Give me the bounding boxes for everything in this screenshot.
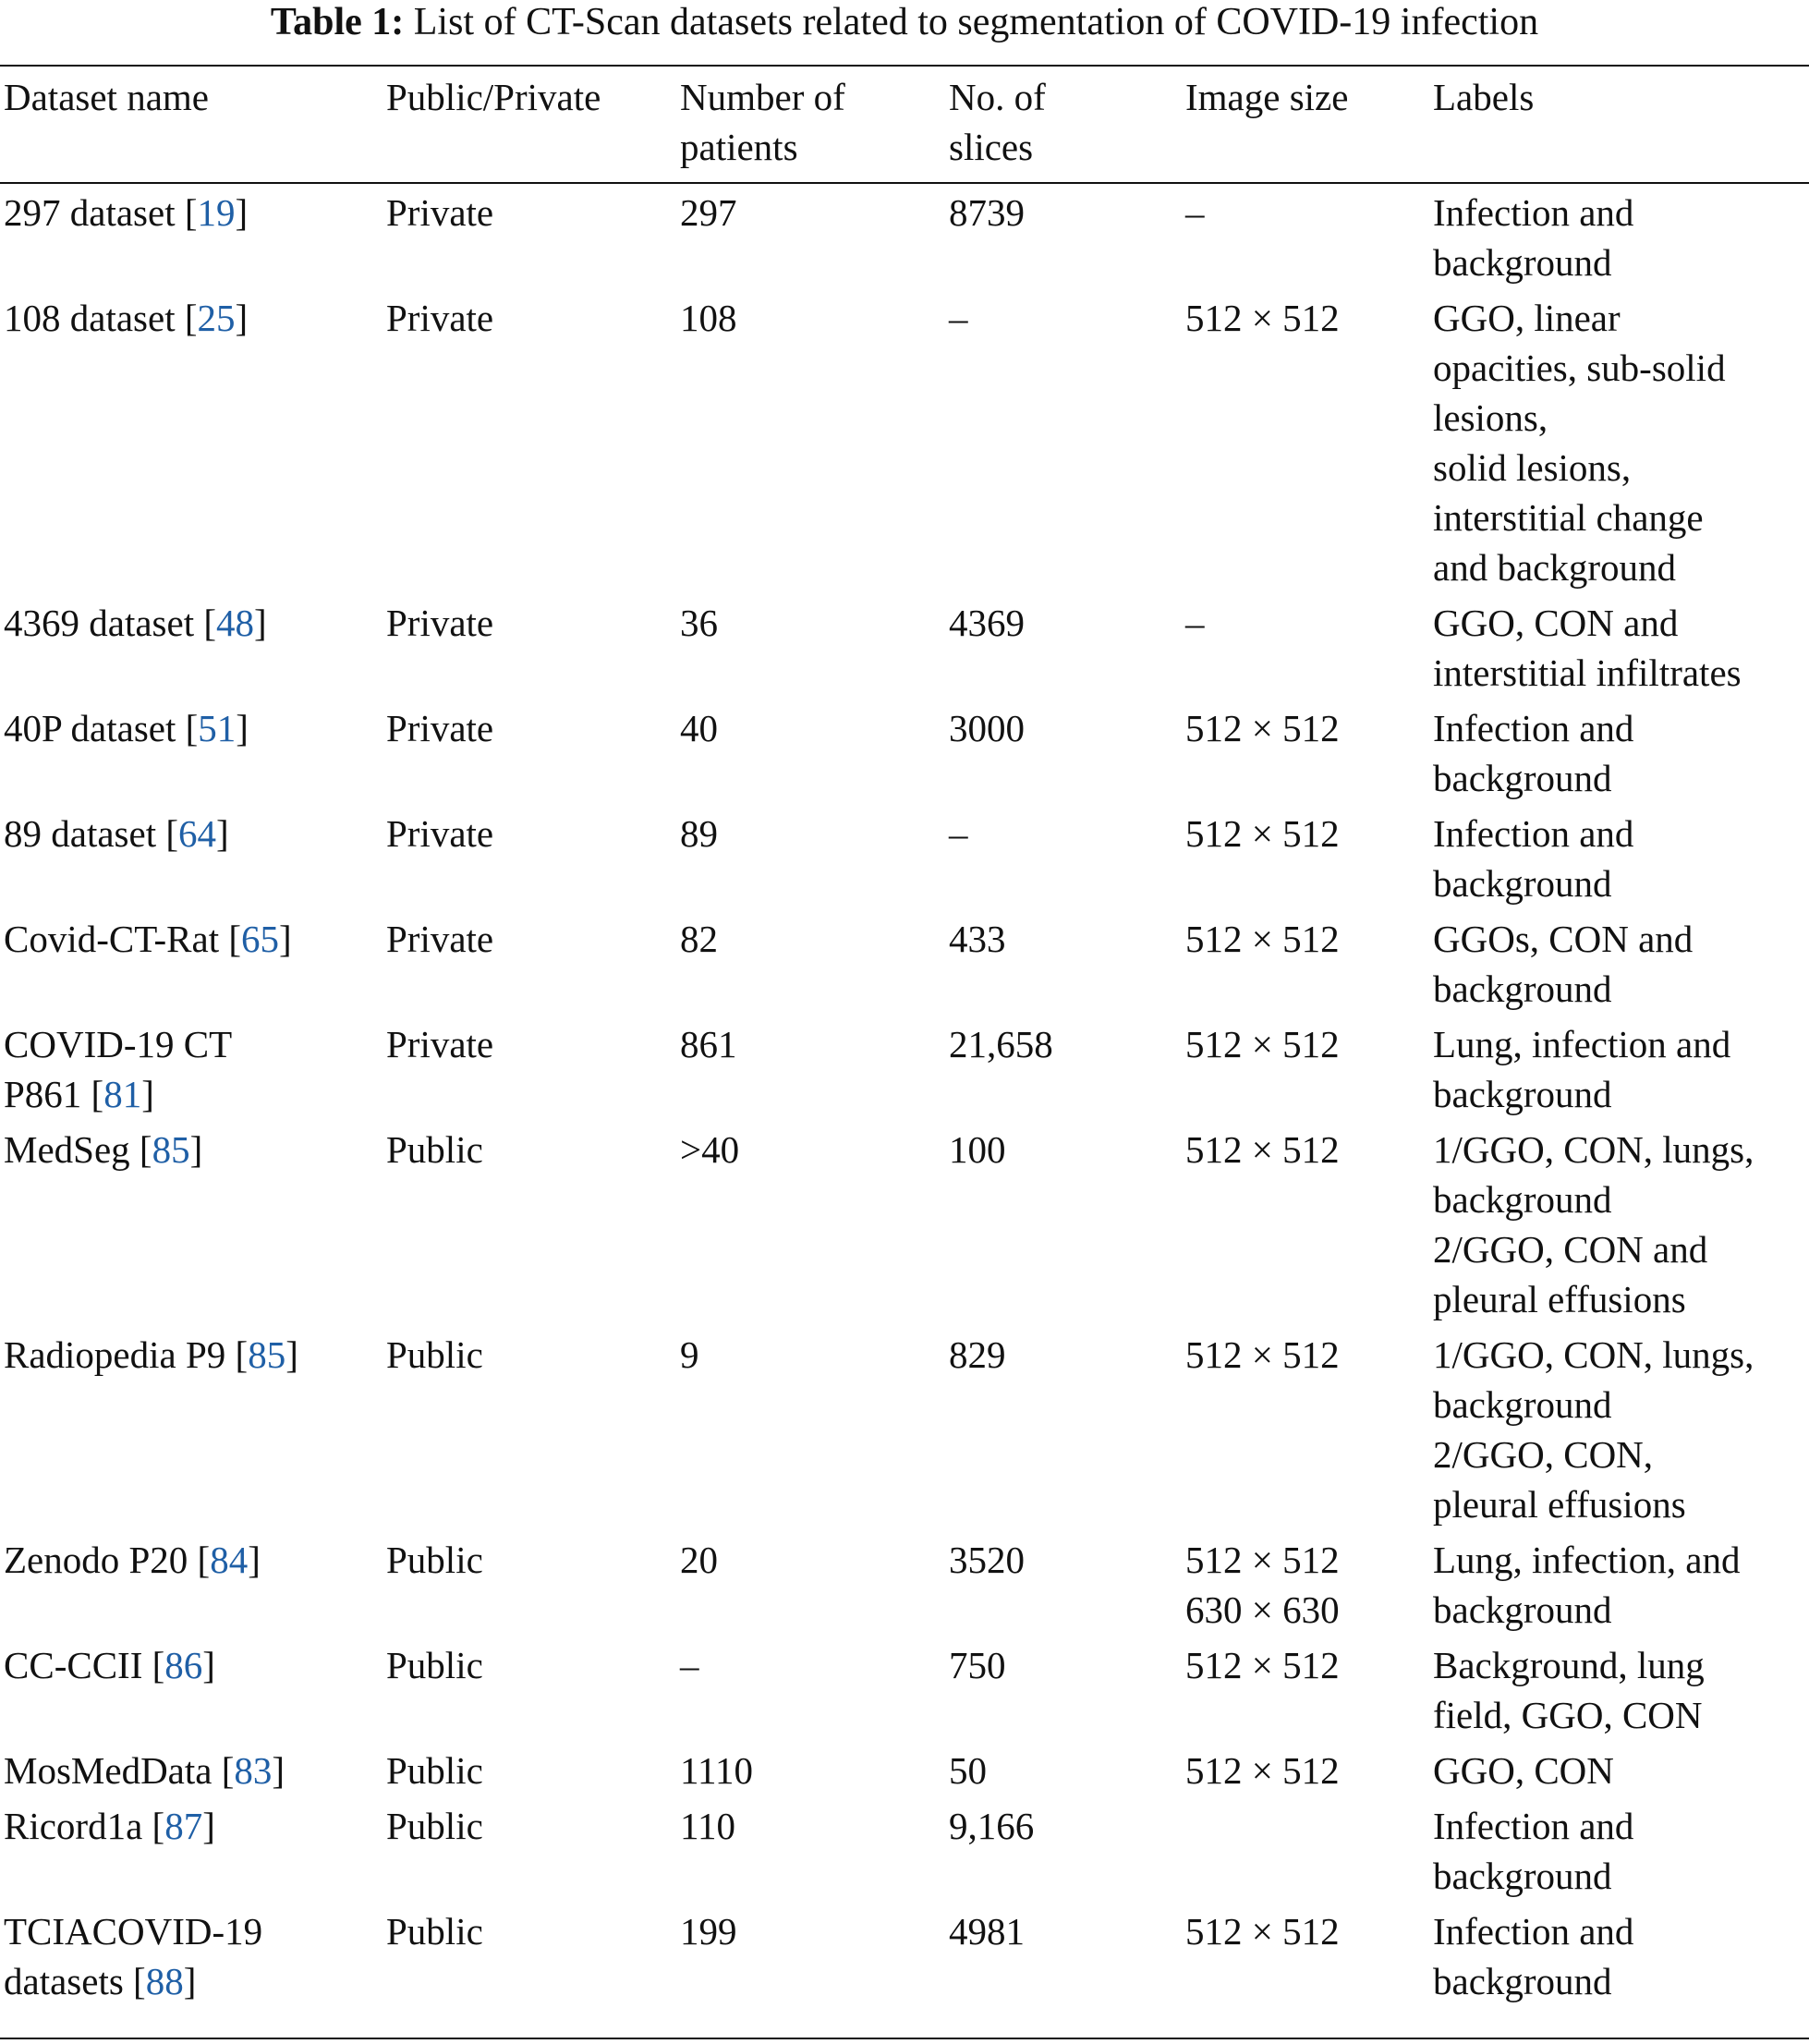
- table-row: [0, 1740, 1809, 1795]
- cell-image-size: 512 × 512: [1185, 1910, 1340, 1953]
- cell-number-of-patients: 1110: [680, 1749, 753, 1792]
- dataset-name-text: COVID-19 CT P861 [: [4, 1023, 233, 1115]
- cell-dataset-name: [0, 1901, 382, 2006]
- reference-bracket-close: ]: [253, 602, 267, 644]
- reference-bracket-close: ]: [215, 812, 229, 855]
- cell-public-private: Public: [386, 1805, 483, 1847]
- table-row: [0, 1119, 1809, 1324]
- dataset-name-text: Covid-CT-Rat [: [4, 918, 242, 960]
- cell-number-of-slices: 3000: [949, 707, 1025, 749]
- dataset-name-text: Zenodo P20 [: [4, 1539, 211, 1581]
- cell-number-of-slices: 21,658: [949, 1023, 1053, 1065]
- cell-number-of-patients: –: [680, 1644, 699, 1686]
- table-row: [0, 1014, 1809, 1119]
- cell-number-of-patients: 297: [680, 191, 737, 234]
- cell-public-private: Public: [386, 1910, 483, 1953]
- table-row: [0, 178, 1809, 287]
- reference-bracket-close: ]: [235, 191, 249, 234]
- cell-public-private: Private: [386, 602, 494, 644]
- reference-link[interactable]: 51: [198, 707, 237, 749]
- cell-dataset-name: [0, 1014, 382, 1119]
- cell-image-size: [1182, 1795, 1429, 1901]
- cell-image-size: 512 × 512: [1185, 707, 1340, 749]
- cell-public-private: Private: [386, 918, 494, 960]
- cell-public-private: Private: [386, 707, 494, 749]
- cell-labels: GGOs, CON and background: [1433, 918, 1694, 1010]
- cell-labels: GGO, CON: [1433, 1749, 1614, 1792]
- cell-dataset-name: [0, 592, 382, 698]
- table-caption: [0, 0, 1809, 44]
- cell-labels: Infection and background: [1433, 707, 1634, 799]
- reference-bracket-close: ]: [279, 918, 292, 960]
- cell-number-of-patients: 9: [680, 1333, 699, 1376]
- cell-number-of-slices: 8739: [949, 191, 1025, 234]
- table-header-row: [0, 68, 1809, 178]
- reference-bracket-close: ]: [235, 297, 249, 339]
- reference-bracket-close: ]: [202, 1805, 215, 1847]
- table-caption-text: List of CT-Scan datasets related to segmentation of COVID-19 infection: [413, 1, 1539, 43]
- cell-image-size: 512 × 512: [1185, 297, 1340, 339]
- reference-bracket-close: ]: [189, 1128, 203, 1171]
- cell-number-of-patients: 108: [680, 297, 737, 339]
- cell-labels: Infection and background: [1433, 812, 1634, 905]
- table-row: [0, 1635, 1809, 1740]
- table-row: [0, 1529, 1809, 1635]
- cell-dataset-name: [0, 803, 382, 908]
- cell-image-size: 512 × 512: [1185, 812, 1340, 855]
- cell-dataset-name: [0, 908, 382, 1014]
- reference-link[interactable]: 19: [197, 191, 236, 234]
- dataset-name-text: CC-CCII [: [4, 1644, 165, 1686]
- reference-bracket-close: ]: [248, 1539, 261, 1581]
- table-row: [0, 908, 1809, 1014]
- table-row: [0, 1901, 1809, 2006]
- datasets-table: [0, 68, 1809, 2006]
- cell-number-of-slices: 100: [949, 1128, 1006, 1171]
- reference-link[interactable]: 86: [164, 1644, 203, 1686]
- cell-image-size: 512 × 512: [1185, 1128, 1340, 1171]
- reference-link[interactable]: 85: [248, 1333, 286, 1376]
- cell-dataset-name: [0, 1324, 382, 1529]
- cell-number-of-patients: 40: [680, 707, 718, 749]
- table-row: [0, 803, 1809, 908]
- cell-public-private: Private: [386, 191, 494, 234]
- dataset-name-text: MedSeg [: [4, 1128, 152, 1171]
- cell-number-of-slices: 750: [949, 1644, 1006, 1686]
- reference-link[interactable]: 83: [234, 1749, 273, 1792]
- table-header: [0, 68, 1809, 178]
- cell-public-private: Public: [386, 1333, 483, 1376]
- cell-number-of-patients: >40: [680, 1128, 740, 1171]
- header-dataset-name: Dataset name: [4, 76, 209, 118]
- cell-dataset-name: [0, 1795, 382, 1901]
- dataset-name-text: Radiopedia P9 [: [4, 1333, 249, 1376]
- cell-number-of-slices: 9,166: [949, 1805, 1035, 1847]
- reference-bracket-close: ]: [285, 1333, 298, 1376]
- cell-number-of-patients: 110: [680, 1805, 735, 1847]
- table-row: [0, 698, 1809, 803]
- dataset-name-text: 40P dataset [: [4, 707, 199, 749]
- cell-number-of-patients: 36: [680, 602, 718, 644]
- cell-number-of-slices: –: [949, 812, 968, 855]
- reference-bracket-close: ]: [183, 1960, 197, 2002]
- cell-number-of-slices: 3520: [949, 1539, 1025, 1581]
- dataset-name-text: 4369 dataset [: [4, 602, 216, 644]
- table-top-rule: [0, 65, 1809, 67]
- cell-number-of-slices: –: [949, 297, 968, 339]
- header-labels: Labels: [1433, 76, 1535, 118]
- table-caption-label: Table 1:: [270, 1, 405, 43]
- cell-dataset-name: [0, 1529, 382, 1635]
- cell-labels: Lung, infection and background: [1433, 1023, 1731, 1115]
- table-row: [0, 1324, 1809, 1529]
- cell-labels: GGO, CON and interstitial infiltrates: [1433, 602, 1742, 694]
- cell-labels: Infection and background: [1433, 1910, 1634, 2002]
- cell-image-size: 512 × 512: [1185, 1644, 1340, 1686]
- cell-image-size: 512 × 512: [1185, 1023, 1340, 1065]
- dataset-name-text: 108 dataset [: [4, 297, 198, 339]
- cell-labels: Infection and background: [1433, 191, 1634, 284]
- header-number-of-slices: No. of slices: [949, 76, 1046, 168]
- dataset-name-text: 297 dataset [: [4, 191, 198, 234]
- reference-link[interactable]: 48: [215, 602, 254, 644]
- reference-link[interactable]: 81: [103, 1073, 142, 1115]
- cell-dataset-name: [0, 178, 382, 287]
- cell-image-size: 512 × 512: [1185, 918, 1340, 960]
- cell-labels: Background, lung field, GGO, CON: [1433, 1644, 1705, 1736]
- reference-link[interactable]: 25: [197, 297, 236, 339]
- cell-image-size: –: [1185, 602, 1205, 644]
- dataset-name-text: 89 dataset [: [4, 812, 178, 855]
- cell-public-private: Public: [386, 1539, 483, 1581]
- cell-dataset-name: [0, 287, 382, 592]
- cell-number-of-patients: 89: [680, 812, 718, 855]
- reference-link[interactable]: 64: [177, 812, 216, 855]
- cell-number-of-slices: 50: [949, 1749, 987, 1792]
- table-row: [0, 592, 1809, 698]
- cell-number-of-slices: 829: [949, 1333, 1006, 1376]
- dataset-name-text: MosMedData [: [4, 1749, 235, 1792]
- table-row: [0, 1795, 1809, 1901]
- dataset-name-text: Ricord1a [: [4, 1805, 165, 1847]
- cell-public-private: Private: [386, 1023, 494, 1065]
- cell-labels: Infection and background: [1433, 1805, 1634, 1897]
- cell-image-size: –: [1185, 191, 1205, 234]
- cell-public-private: Public: [386, 1644, 483, 1686]
- reference-link[interactable]: 84: [210, 1539, 249, 1581]
- table-row: [0, 287, 1809, 592]
- cell-dataset-name: [0, 1119, 382, 1324]
- reference-link[interactable]: 87: [164, 1805, 203, 1847]
- cell-public-private: Private: [386, 297, 494, 339]
- cell-image-size: 512 × 512: [1185, 1333, 1340, 1376]
- dataset-name-text: TCIACOVID-19 datasets [: [4, 1910, 263, 2002]
- cell-labels: 1/GGO, CON, lungs, background 2/GGO, CON, pleural effusions: [1433, 1333, 1754, 1526]
- cell-image-size: 512 × 512: [1185, 1749, 1340, 1792]
- reference-bracket-close: ]: [202, 1644, 215, 1686]
- cell-image-size: 512 × 512 630 × 630: [1185, 1539, 1340, 1631]
- cell-labels: GGO, linear opacities, sub-solid lesions, solid lesions, interstitial change and background: [1433, 297, 1726, 589]
- reference-link[interactable]: 85: [152, 1128, 190, 1171]
- cell-dataset-name: [0, 1740, 382, 1795]
- reference-bracket-close: ]: [236, 707, 249, 749]
- cell-public-private: Private: [386, 812, 494, 855]
- cell-number-of-patients: 861: [680, 1023, 737, 1065]
- reference-link[interactable]: 65: [241, 918, 280, 960]
- cell-dataset-name: [0, 1635, 382, 1740]
- header-image-size: Image size: [1185, 76, 1349, 118]
- cell-number-of-patients: 82: [680, 918, 718, 960]
- table-body: [0, 178, 1809, 2006]
- cell-number-of-slices: 433: [949, 918, 1006, 960]
- reference-link[interactable]: 88: [145, 1960, 184, 2002]
- cell-public-private: Public: [386, 1128, 483, 1171]
- cell-number-of-slices: 4981: [949, 1910, 1025, 1953]
- cell-labels: 1/GGO, CON, lungs, background 2/GGO, CON and pleural effusions: [1433, 1128, 1754, 1320]
- reference-bracket-close: ]: [141, 1073, 154, 1115]
- cell-public-private: Public: [386, 1749, 483, 1792]
- cell-number-of-patients: 199: [680, 1910, 737, 1953]
- table-bottom-rule: [0, 2038, 1809, 2039]
- reference-bracket-close: ]: [272, 1749, 285, 1792]
- header-number-of-patients: Number of patients: [680, 76, 845, 168]
- cell-labels: Lung, infection, and background: [1433, 1539, 1741, 1631]
- cell-number-of-slices: 4369: [949, 602, 1025, 644]
- cell-dataset-name: [0, 698, 382, 803]
- cell-number-of-patients: 20: [680, 1539, 718, 1581]
- header-public-private: Public/Private: [386, 76, 601, 118]
